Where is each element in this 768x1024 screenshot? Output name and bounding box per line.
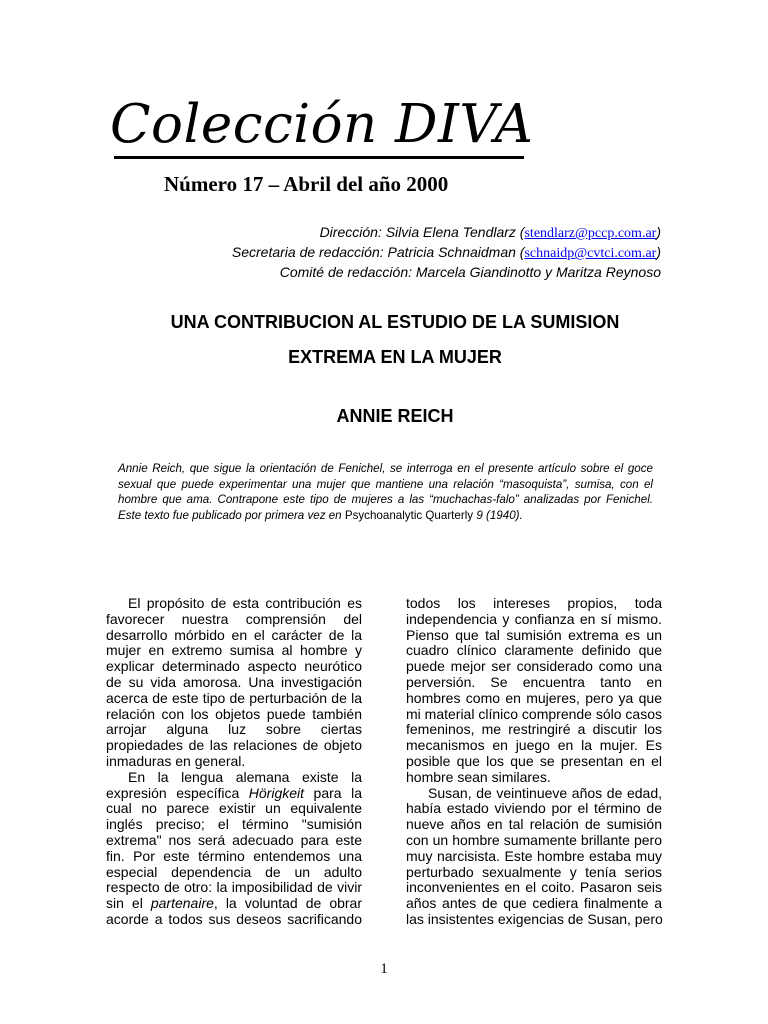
secretaria-label: Secretaria de redacción: Patricia Schnaidman ( — [231, 244, 525, 260]
text-line: había estado viviendo por el término de — [406, 800, 662, 817]
text-line: cuadro clínico claramente definido que — [406, 642, 662, 659]
text-line — [106, 786, 362, 802]
text-line: propiedades de las relaciones de objeto — [106, 737, 362, 754]
text-line: mecanismos en juego en la mujer. Es — [406, 737, 662, 754]
masthead-title: Colección DIVA — [110, 94, 534, 155]
text-line: explicar determinado aspecto neurótico — [106, 658, 362, 675]
issue-line: Número 17 – Abril del año 2000 — [164, 172, 449, 196]
article-abstract — [118, 461, 653, 524]
text-line: todos los intereses propios, toda — [406, 595, 662, 611]
text-line: femeninos, me restringiré a discutir los — [406, 721, 662, 738]
text-line: cual no parece existir un equivalente — [106, 800, 362, 817]
text-line: En la lengua alemana existe la — [128, 768, 362, 785]
text-line: nueve años en tal relación de sumisión — [406, 816, 662, 833]
text-line: inmaduras en general. — [106, 752, 246, 769]
text-line: hombres como en mujeres, pero ya que — [406, 689, 662, 706]
credit-comite: Comité de redacción: Marcela Giandinotto y Maritza Reynoso — [279, 264, 661, 280]
text-line: hombre sean similares. — [406, 768, 551, 785]
text-line — [106, 896, 362, 912]
text-line: las insistentes exigencias de Susan, pero — [406, 910, 663, 927]
secretaria-email-link[interactable]: schnaidp@cvtci.com.ar — [524, 246, 657, 261]
masthead-underline — [114, 156, 524, 159]
text-run: , la voluntad de obrar — [213, 895, 362, 912]
body-column-left — [106, 596, 362, 928]
text-line: con un hombre sumamente brillante pero — [406, 831, 662, 848]
article-title-line-1: UNA CONTRIBUCION AL ESTUDIO DE LA SUMISION — [170, 312, 620, 332]
paren: ) — [656, 224, 661, 240]
abstract-journal: Psychoanalytic Quarterly — [344, 509, 474, 523]
text-line: mi material clínico comprende sólo casos — [406, 705, 662, 722]
text-line: mujer en extremo sumisa al hombre y — [106, 642, 362, 659]
text-line: inconvenientes en el coito. Pasaron seis — [406, 879, 662, 896]
text-line: acerca de este tipo de perturbación de la — [106, 689, 362, 706]
credit-direccion — [232, 223, 661, 243]
text-line: especial dependencia de un adulto — [106, 863, 362, 880]
direccion-label: Dirección: Silvia Elena Tendlarz ( — [319, 224, 525, 240]
text-line: independencia y confianza en sí mismo. — [406, 610, 662, 627]
text-line: favorecer nuestra comprensión del — [106, 610, 362, 627]
emphasis-term: partenaire — [150, 895, 214, 912]
text-line: respecto de otro: la imposibilidad de vivir — [106, 879, 362, 896]
text-line: desarrollo mórbido en el carácter de la — [106, 626, 362, 643]
text-line: Susan, de veintinueve años de edad, — [428, 784, 662, 801]
emphasis-term: Hörigkeit — [248, 784, 305, 801]
article-title-line-2: EXTREMA EN LA MUJER — [288, 347, 502, 367]
text-line: Pienso que tal sumisión extrema es un — [406, 626, 662, 643]
page-number: 1 — [380, 961, 388, 977]
text-line: puede mejor ser considerado como una — [406, 658, 662, 675]
text-line: inglés preciso; el término "sumisión — [106, 816, 362, 833]
abstract-text: Annie Reich, que sigue la orientación de Fenichel, se interroga en el presente artículo sobre el goce sexual que puede experimentar una mujer que mantiene una relación “masoquista”, sumisa, con el hombre que ama. Contrapone este tipo de mujeres a las “muchachas-falo” analizadas por Fenichel. Este texto fue publicado por primera vez en — [118, 462, 653, 523]
abstract-citation: 9 (1940). — [476, 509, 523, 523]
text-line: perturbado sexualmente y tenía serios — [406, 863, 662, 880]
text-line: de su vida amorosa. Una investigación — [106, 673, 362, 690]
text-line: posible que los que se presentan en el — [406, 752, 662, 769]
text-line: acorde a todos sus deseos sacrificando — [106, 910, 362, 927]
article-author: ANNIE REICH — [336, 406, 454, 426]
editorial-credits — [232, 223, 661, 281]
text-line: muy narcisista. Este hombre estaba muy — [406, 847, 662, 864]
text-line: arrojar alguna luz sobre ciertas — [106, 721, 362, 738]
text-line: perversión. Se encuentra tanto en — [406, 673, 662, 690]
text-run: sin el — [106, 895, 151, 912]
body-column-right — [406, 596, 662, 928]
text-run: expresión específica — [106, 784, 249, 801]
credit-secretaria — [232, 243, 661, 263]
direccion-email-link[interactable]: stendlarz@pccp.com.ar — [524, 226, 657, 241]
text-run: para la — [304, 784, 362, 801]
paren: ) — [656, 244, 661, 260]
text-line: fin. Por este término entendemos una — [106, 847, 362, 864]
text-line: años antes de que cediera finalmente a — [406, 895, 662, 912]
text-line: extrema" nos será adecuado para este — [106, 831, 362, 848]
text-line: El propósito de esta contribución es — [128, 595, 362, 611]
text-line: relación con los objetos puede también — [106, 705, 362, 722]
